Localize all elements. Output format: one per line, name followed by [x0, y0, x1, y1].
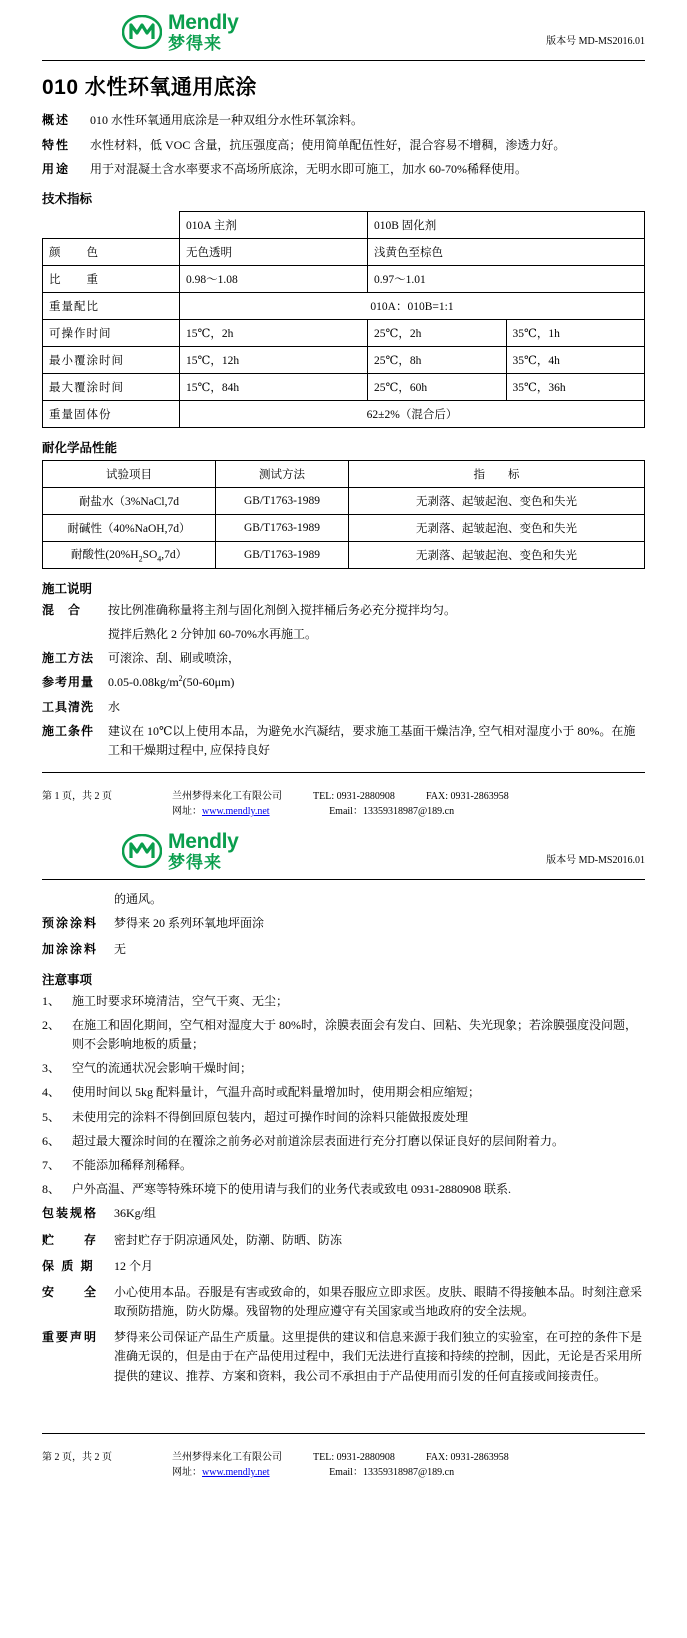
footer-company: 兰州梦得来化工有限公司 — [172, 1451, 282, 1463]
tech-row-b: 25℃，8h — [368, 346, 507, 373]
tech-row-a: 15℃，2h — [180, 319, 368, 346]
chem-header-method: 测试方法 — [216, 460, 349, 487]
condition-text: 建议在 10℃以上使用本品，为避免水汽凝结，要求施工基面干燥洁净, 空气相对湿度小于 80%。在施工和干燥期过程中, 应保持良好 — [108, 723, 636, 757]
note-text: 未使用完的涂料不得倒回原包装内，超过可操作时间的涂料只能做报废处理 — [72, 1109, 469, 1124]
note-number: 7、 — [42, 1157, 61, 1172]
table-row — [43, 292, 645, 319]
table-row — [43, 346, 645, 373]
mix-text-2: 搅拌后熟化 2 分钟加 60-70%水再施工。 — [108, 626, 317, 641]
mix-row — [42, 601, 645, 620]
mix-text: 按比例准确称量将主剂与固化剂倒入搅拌桶后务必充分搅拌均匀。 — [108, 602, 457, 617]
note-number: 8、 — [42, 1182, 61, 1197]
list-item — [42, 1180, 645, 1199]
note-text: 超过最大覆涂时间的在覆涂之前务必对前道涂层表面进行充分打磨以保证良好的层间附着力。 — [72, 1133, 565, 1148]
note-number: 2、 — [42, 1017, 61, 1032]
tech-row-c: 35℃，4h — [506, 346, 645, 373]
footer-tel: TEL: 0931-2880908 — [313, 791, 395, 803]
tech-row-span: 62±2%（混合后） — [180, 400, 645, 427]
footer-web-label: 网址： — [172, 806, 202, 818]
tech-row-b: 浅黄色至棕色 — [368, 238, 645, 265]
overview-row — [42, 111, 645, 130]
footer-line-1 — [42, 783, 645, 802]
safety-label: 安 全 — [42, 1284, 99, 1299]
chem-row-item: 耐盐水（3%NaCl,7d — [43, 487, 216, 514]
cleaning-row — [42, 698, 645, 717]
brand-text-2 — [168, 831, 239, 871]
note-text: 空气的流通状况会影响干燥时间； — [72, 1061, 253, 1076]
footer-contact-line — [172, 1448, 645, 1463]
footer-email: Email：13359318987@189.cn — [329, 1466, 455, 1478]
note-text: 施工时要求环境清洁，空气干爽、无尘； — [72, 993, 289, 1008]
page-2 — [0, 817, 687, 1478]
tech-row-a: 0.98～1.08 — [180, 265, 368, 292]
list-item — [42, 1083, 645, 1102]
table-row — [43, 319, 645, 346]
tech-table — [42, 211, 645, 428]
brand-text — [168, 12, 239, 52]
condition-row — [42, 722, 645, 760]
tech-row-c: 35℃，36h — [506, 373, 645, 400]
footer-tel: TEL: 0931-2880908 — [313, 1451, 395, 1463]
footer-fax: FAX: 0931-2863958 — [425, 1451, 509, 1463]
add-coat-text: 无 — [114, 942, 127, 957]
tech-row-a: 15℃，84h — [180, 373, 368, 400]
usage-label: 用途 — [42, 162, 71, 177]
list-item — [42, 1156, 645, 1175]
statement-row — [42, 1328, 645, 1386]
note-number: 5、 — [42, 1109, 61, 1124]
table-row — [43, 541, 645, 568]
chem-row-result: 无剥落、起皱起泡、变色和失光 — [349, 541, 645, 568]
storage-row — [42, 1231, 645, 1250]
footer-spacer — [42, 1463, 172, 1478]
pre-coat-text: 梦得来 20 系列环氧地坪面涂 — [114, 916, 265, 931]
footer-spacer — [42, 802, 172, 817]
document-header — [42, 12, 645, 58]
footer-website-link[interactable]: www.mendly.net — [202, 1466, 270, 1478]
footer-email: Email：13359318987@189.cn — [329, 806, 455, 818]
note-number: 1、 — [42, 993, 61, 1008]
overview-text: 010 水性环氧通用底涂是一种双组分水性环氧涂料。 — [90, 113, 364, 127]
list-item — [42, 1132, 645, 1151]
list-item — [42, 1016, 645, 1054]
safety-row — [42, 1283, 645, 1321]
mendly-logo-icon — [122, 834, 162, 868]
tech-row-name: 重量配比 — [43, 292, 180, 319]
features-text: 水性材料，低 VOC 含量，抗压强度高；使用简单配伍性好，混合容易不增稠，渗透力好。 — [90, 137, 566, 152]
header-divider-2 — [42, 879, 645, 880]
statement-text: 梦得来公司保证产品生产质量。这里提供的建议和信息来源于我们独立的实验室，在可控的条件下是准确无误的，但是由于在产品使用过程中，我们无法进行直接和持续的控制，因此，无论是否采用所提供的建议、推荐、方案和资料，我公司不承担由于产品使用而引发的任何直接或间接责任。 — [114, 1330, 643, 1383]
tech-header-b: 010B 固化剂 — [368, 211, 645, 238]
chem-row-method: GB/T1763-1989 — [216, 514, 349, 541]
note-text: 户外高温、严寒等特殊环境下的使用请与我们的业务代表或致电 0931-2880908 联系. — [72, 1182, 511, 1197]
continued-text: 的通风。 — [114, 892, 163, 907]
method-text: 可滚涂、刮、刷或喷涂， — [108, 651, 241, 666]
brand-name-en: Mendly — [168, 830, 239, 854]
version-label-2: 版本号 MD-MS2016.01 — [546, 855, 645, 867]
list-item — [42, 992, 645, 1011]
list-item — [42, 1059, 645, 1078]
tech-row-name: 重量固体份 — [43, 400, 180, 427]
dosage-label: 参考用量 — [42, 675, 95, 690]
list-item — [42, 1108, 645, 1127]
condition-label: 施工条件 — [42, 723, 95, 738]
dosage-text: $0.05-0.08kg/m^2(50-60\mu m)$ — [108, 674, 235, 690]
chem-table — [42, 460, 645, 569]
tech-row-a: 无色透明 — [180, 238, 368, 265]
dosage-row — [42, 673, 645, 692]
note-text: 使用时间以 5kg 配料量计，气温升高时或配料量增加时，使用期会相应缩短； — [72, 1085, 481, 1100]
note-text: 在施工和固化期间，空气相对湿度大于 80%时，涂膜表面会有发白、回粘、失光现象；若涂膜强度没问题，则不会影响地板的质量； — [72, 1017, 638, 1052]
features-row — [42, 136, 645, 155]
footer-web-line — [172, 1463, 645, 1478]
tech-section-title: 技术指标 — [42, 191, 93, 206]
storage-label: 贮 存 — [42, 1232, 99, 1247]
statement-label: 重要声明 — [42, 1330, 99, 1345]
safety-text: 小心使用本品。吞服是有害或致命的，如果吞服应立即求医。皮肤、眼睛不得接触本品。时刻注意采取预防措施，防火防爆。残留物的处理应遵守有关国家或当地政府的安全法规。 — [114, 1284, 643, 1319]
tech-header-a: 010A 主剂 — [180, 211, 368, 238]
page-1-footer — [42, 772, 645, 817]
version-label: 版本号 MD-MS2016.01 — [546, 36, 645, 47]
add-coat-label: 加涂涂料 — [42, 942, 99, 957]
footer-line-2 — [42, 1463, 645, 1478]
usage-row — [42, 160, 645, 179]
table-row — [43, 487, 645, 514]
table-header-row — [43, 460, 645, 487]
header-divider — [42, 60, 645, 61]
tech-row-b: 25℃，2h — [368, 319, 507, 346]
page-title: 010 水性环氧通用底涂 — [42, 76, 257, 99]
cleaning-label: 工具清洗 — [42, 699, 95, 714]
page-2-footer — [42, 1433, 645, 1478]
chem-row-method: GB/T1763-1989 — [216, 541, 349, 568]
notes-list — [42, 992, 645, 1200]
chem-row-result: 无剥落、起皱起泡、变色和失光 — [349, 514, 645, 541]
add-coat-row — [42, 940, 645, 959]
features-label: 特性 — [42, 137, 71, 152]
tech-row-name: 颜 色 — [43, 238, 180, 265]
brand-logo-2 — [122, 831, 239, 871]
footer-web-label: 网址： — [172, 1466, 202, 1478]
note-number: 4、 — [42, 1085, 61, 1100]
shelf-label: 保 质 期 — [42, 1258, 95, 1273]
tech-row-b: 0.97～1.01 — [368, 265, 645, 292]
footer-divider-2 — [42, 1433, 645, 1434]
footer-line-1 — [42, 1444, 645, 1463]
footer-page-number: 第 2 页，共 2 页 — [42, 1451, 112, 1463]
brand-logo — [122, 12, 239, 52]
page-1 — [0, 0, 687, 817]
method-row — [42, 649, 645, 668]
method-label: 施工方法 — [42, 651, 95, 666]
chem-header-item: 试验项目 — [43, 460, 216, 487]
tech-header-blank — [43, 211, 180, 238]
brand-name-cn: 梦得来 — [168, 853, 222, 873]
tech-row-span: 010A：010B=1:1 — [180, 292, 645, 319]
document-header-2 — [42, 831, 645, 877]
footer-web-line — [172, 802, 645, 817]
table-row — [43, 265, 645, 292]
note-number: 3、 — [42, 1061, 61, 1076]
footer-fax: FAX: 0931-2863958 — [425, 791, 509, 803]
mendly-logo-icon — [122, 15, 162, 49]
construction-title: 施工说明 — [42, 581, 93, 596]
chem-row-item: 耐酸性$(20\%H_2SO_4,7d)$ — [43, 541, 216, 568]
footer-company: 兰州梦得来化工有限公司 — [172, 791, 282, 803]
tech-row-c: 35℃，1h — [506, 319, 645, 346]
pre-coat-row — [42, 914, 645, 933]
table-row — [43, 238, 645, 265]
note-number: 6、 — [42, 1133, 61, 1148]
chem-row-item: 耐碱性（40%NaOH,7d） — [43, 514, 216, 541]
pack-text: 36Kg/组 — [114, 1206, 157, 1221]
table-row — [43, 514, 645, 541]
footer-page-number: 第 1 页，共 2 页 — [42, 791, 112, 803]
tech-row-name: 最大覆涂时间 — [43, 373, 180, 400]
footer-divider — [42, 772, 645, 773]
footer-line-2 — [42, 802, 645, 817]
mix-label: 混 合 — [42, 602, 82, 617]
chem-section-title: 耐化学品性能 — [42, 440, 118, 455]
shelf-text: 12 个月 — [114, 1258, 154, 1273]
table-row — [43, 373, 645, 400]
table-row — [43, 400, 645, 427]
footer-website-link[interactable]: www.mendly.net — [202, 806, 270, 818]
notice-title: 注意事项 — [42, 972, 93, 987]
brand-name-cn: 梦得来 — [168, 34, 222, 53]
chem-row-result: 无剥落、起皱起泡、变色和失光 — [349, 487, 645, 514]
note-text: 不能添加稀释剂稀释。 — [72, 1157, 193, 1172]
chem-header-result: 指 标 — [349, 460, 645, 487]
tech-row-name: 比 重 — [43, 265, 180, 292]
brand-name-en: Mendly — [168, 11, 239, 34]
table-header-row — [43, 211, 645, 238]
bottom-spacer — [42, 1393, 645, 1421]
tech-row-a: 15℃，12h — [180, 346, 368, 373]
cleaning-text: 水 — [108, 699, 121, 714]
pre-coat-label: 预涂涂料 — [42, 916, 99, 931]
shelf-row — [42, 1257, 645, 1276]
storage-text: 密封贮存于阴凉通风处，防潮、防晒、防冻 — [114, 1232, 343, 1247]
chem-row-method: GB/T1763-1989 — [216, 487, 349, 514]
tech-row-b: 25℃，60h — [368, 373, 507, 400]
tech-row-name: 可操作时间 — [43, 319, 180, 346]
footer-contact-line — [172, 787, 645, 802]
pack-row — [42, 1204, 645, 1223]
overview-label: 概述 — [42, 113, 71, 127]
pack-label: 包装规格 — [42, 1206, 99, 1221]
usage-text: 用于对混凝土含水率要求不高场所底涂，无明水即可施工，加水 60-70%稀释使用。 — [90, 162, 527, 177]
tech-row-name: 最小覆涂时间 — [43, 346, 180, 373]
